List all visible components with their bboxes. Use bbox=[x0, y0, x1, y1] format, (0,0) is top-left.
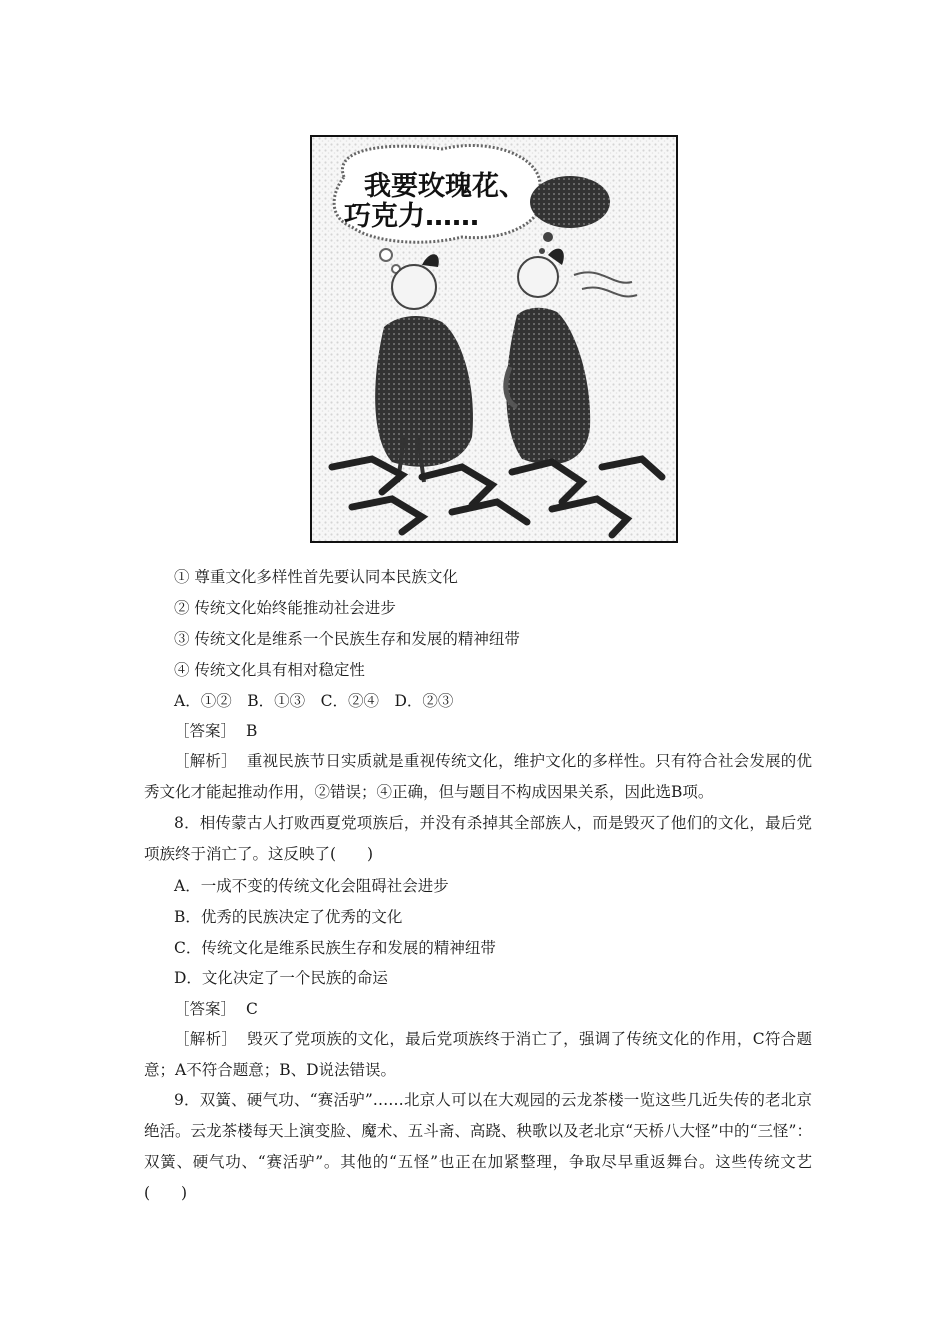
q9-stem: 9．双簧、硬气功、“赛活驴”……北京人可以在大观园的云龙茶楼一览这些几近失传的老北京绝活。云龙茶楼每天上演变脸、魔术、五斗斋、高跷、秧歌以及老北京“天桥八大怪”中的“三怪”：双簧、硬气功、“赛活驴”。其他的“五怪”也正在加紧整理，争取尽早重返舞台。这些传统文艺( ) bbox=[144, 1091, 812, 1202]
q8-analysis bbox=[144, 1024, 812, 1086]
speech-text-line1: 我要玫瑰花、 bbox=[364, 171, 526, 202]
speech-text-line2: 巧克力…… bbox=[344, 201, 479, 232]
q7-choices: A．①② B．①③ C．②④ D．②③ bbox=[174, 692, 454, 710]
q8-stem: 8．相传蒙古人打败西夏党项族后，并没有杀掉其全部族人，而是毁灭了他们的文化，最后党项族终于消亡了。这反映了( ) bbox=[144, 814, 812, 863]
statement-4: ④ 传统文化具有相对稳定性 bbox=[174, 661, 365, 679]
cartoon-illustration bbox=[310, 135, 678, 543]
cartoon-drawing bbox=[312, 137, 676, 541]
q8-answer bbox=[174, 999, 258, 1019]
statement-3: ③ 传统文化是维系一个民族生存和发展的精神纽带 bbox=[174, 630, 520, 648]
q8-option-c: C．传统文化是维系民族生存和发展的精神纽带 bbox=[174, 939, 496, 957]
q8-option-d: D．文化决定了一个民族的命运 bbox=[174, 969, 388, 987]
analysis-text: 毁灭了党项族的文化，最后党项族终于消亡了，强调了传统文化的作用，C符合题意；A不符合题意；B、D说法错误。 bbox=[144, 1030, 812, 1079]
q7-answer bbox=[174, 721, 257, 741]
statement-2: ② 传统文化始终能推动社会进步 bbox=[174, 599, 396, 617]
thought-bubble bbox=[530, 176, 610, 228]
analysis-label: ［解析］ bbox=[174, 1030, 238, 1048]
q8-option-b: B．优秀的民族决定了优秀的文化 bbox=[174, 908, 403, 926]
answer-value: B bbox=[246, 722, 258, 740]
answer-label: ［答案］ bbox=[174, 1000, 237, 1018]
q8-option-a: A．一成不变的传统文化会阻碍社会进步 bbox=[174, 877, 449, 895]
analysis-label: ［解析］ bbox=[174, 752, 237, 770]
analysis-text: 重视民族节日实质就是重视传统文化，维护文化的多样性。只有符合社会发展的优秀文化才能起推动作用，②错误；④正确，但与题目不构成因果关系，因此选B项。 bbox=[144, 752, 812, 801]
answer-value: C bbox=[246, 1000, 258, 1018]
statement-1: ① 尊重文化多样性首先要认同本民族文化 bbox=[174, 568, 458, 586]
q7-analysis bbox=[144, 746, 812, 808]
answer-label: ［答案］ bbox=[174, 722, 237, 740]
